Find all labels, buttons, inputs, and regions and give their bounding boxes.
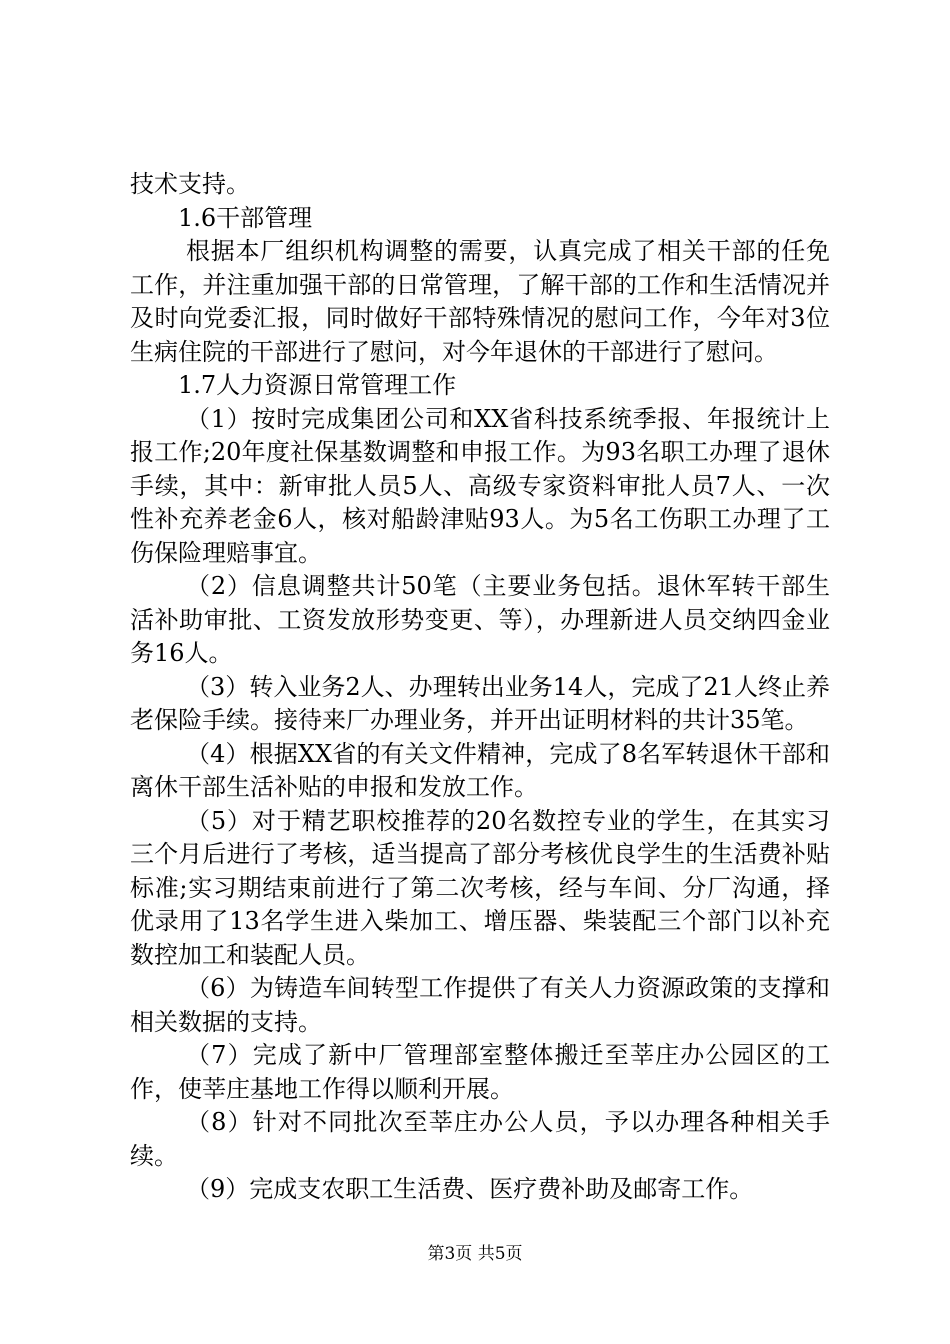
list-item-2: （2）信息调整共计50笔（主要业务包括。退休军转干部生活补助审批、工资发放形势变更、等），办理新进人员交纳四金业务16人。: [130, 572, 830, 667]
list-item-7: （7）完成了新中厂管理部室整体搬迁至莘庄办公园区的工作，使莘庄基地工作得以顺利开展。: [130, 1041, 830, 1103]
list-item-5: （5）对于精艺职校推荐的20名数控专业的学生，在其实习三个月后进行了考核，适当提高了部分考核优良学生的生活费补贴标准;实习期结束前进行了第二次考核，经与车间、分厂沟通，择优录用了13名学生进入柴加工、增压器、柴装配三个部门以补充数控加工和装配人员。: [130, 806, 830, 969]
list-item-3: （3）转入业务2人、办理转出业务14人，完成了21人终止养老保险手续。接待来厂办理业务，并开出证明材料的共计35笔。: [130, 672, 830, 734]
list-item-6: （6）为铸造车间转型工作提供了有关人力资源政策的支撑和相关数据的支持。: [130, 974, 830, 1036]
section-heading-1-6: 1.6干部管理: [178, 203, 313, 232]
document-body: [130, 168, 830, 1207]
section-heading-1-7: 1.7人力资源日常管理工作: [178, 371, 457, 399]
paragraph-continuation: 技术支持。: [130, 170, 250, 198]
list-item-9: （9）完成支农职工生活费、医疗费补助及邮寄工作。: [186, 1175, 754, 1203]
paragraph-cadre-management: 根据本厂组织机构调整的需要，认真完成了相关干部的任免工作，并注重加强干部的日常管理，了解干部的工作和生活情况并及时向党委汇报，同时做好干部特殊情况的慰问工作，今年对3位生病住院的干部进行了慰问，对今年退休的干部进行了慰问。: [130, 237, 830, 366]
list-item-1: （1）按时完成集团公司和XX省科技系统季报、年报统计上报工作;20年度社保基数调整和申报工作。为93名职工办理了退休手续，其中：新审批人员5人、高级专家资料审批人员7人、一次性补充养老金6人，核对船龄津贴93人。为5名工伤职工办理了工伤保险理赔事宜。: [130, 404, 830, 567]
list-item-4: （4）根据XX省的有关文件精神，完成了8名军转退休干部和离休干部生活补贴的申报和发放工作。: [130, 739, 830, 801]
page-number-footer: 第3页 共5页: [427, 1244, 523, 1264]
list-item-8: （8）针对不同批次至莘庄办公人员，予以办理各种相关手续。: [130, 1108, 830, 1170]
